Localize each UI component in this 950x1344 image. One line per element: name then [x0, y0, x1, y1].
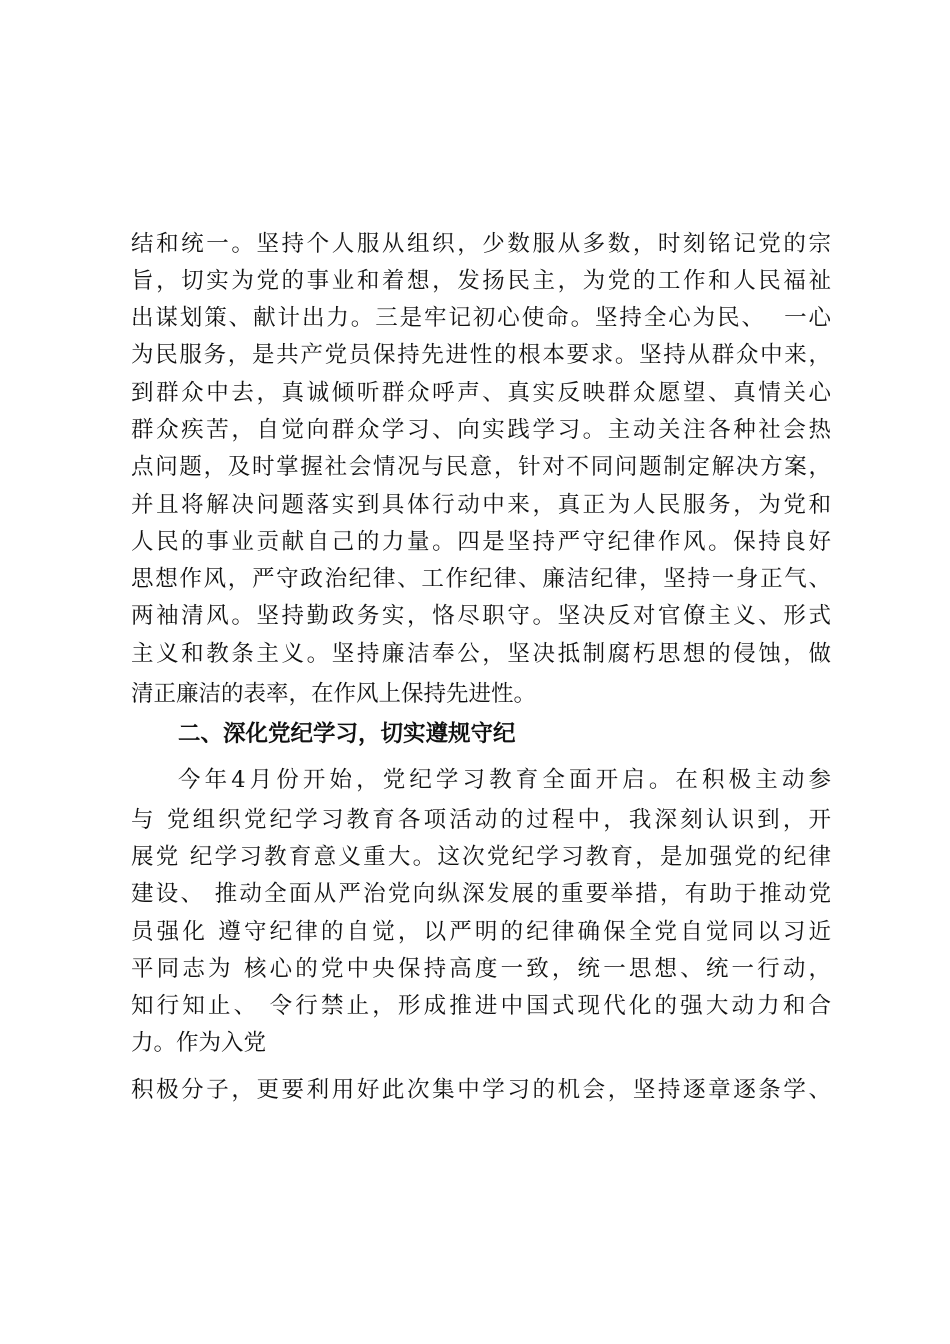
body-text-line: 与 党组织党纪学习教育各项活动的过程中，我深刻认识到，开 — [131, 807, 831, 833]
body-text-line: 今年4月份开始，党纪学习教育全面开启。在积极主动参 — [178, 767, 831, 793]
body-text-line: 两袖清风。坚持勤政务实，恪尽职守。坚决反对官僚主义、形式 — [131, 603, 831, 629]
section-heading: 二、深化党纪学习，切实遵规守纪 — [178, 721, 516, 747]
body-text-line: 结和统一。坚持个人服从组织，少数服从多数，时刻铭记党的宗 — [131, 231, 831, 257]
body-text-line: 平同志为 核心的党中央保持高度一致，统一思想、统一行动， — [131, 956, 831, 982]
body-text-line: 到群众中去，真诚倾听群众呼声、真实反映群众愿望、真情关心 — [131, 380, 831, 406]
body-text-line: 主义和教条主义。坚持廉洁奉公，坚决抵制腐朽思想的侵蚀，做 — [131, 641, 831, 667]
body-text-line: 建设、 推动全面从严治党向纵深发展的重要举措，有助于推动党 — [131, 881, 831, 907]
body-text-line: 点问题，及时掌握社会情况与民意，针对不同问题制定解决方案， — [131, 454, 831, 480]
body-text-line: 为民服务，是共产党员保持先进性的根本要求。坚持从群众中来， — [131, 342, 831, 368]
body-text-line: 思想作风，严守政治纪律、工作纪律、廉洁纪律，坚持一身正气、 — [131, 566, 831, 592]
body-text-line: 知行知止、 令行禁止，形成推进中国式现代化的强大动力和合 — [131, 993, 831, 1019]
body-text-line: 出谋划策、献计出力。三是牢记初心使命。坚持全心为民、 一心 — [131, 305, 831, 331]
body-text-line: 员强化 遵守纪律的自觉，以严明的纪律确保全党自觉同以习近 — [131, 919, 831, 945]
body-text-line: 旨，切实为党的事业和着想，发扬民主，为党的工作和人民福祉 — [131, 268, 831, 294]
body-text-line: 力。作为入党 — [131, 1030, 267, 1056]
body-text-line: 积极分子，更要利用好此次集中学习的机会，坚持逐章逐条学、 — [131, 1077, 831, 1103]
body-text-line: 群众疾苦，自觉向群众学习、向实践学习。主动关注各种社会热 — [131, 417, 831, 443]
body-text-line: 清正廉洁的表率，在作风上保持先进性。 — [131, 681, 537, 707]
body-text-line: 并且将解决问题落实到具体行动中来，真正为人民服务，为党和 — [131, 492, 831, 518]
body-text-line: 展党 纪学习教育意义重大。这次党纪学习教育，是加强党的纪律 — [131, 844, 831, 870]
body-text-line: 人民的事业贡献自己的力量。四是坚持严守纪律作风。保持良好 — [131, 529, 831, 555]
